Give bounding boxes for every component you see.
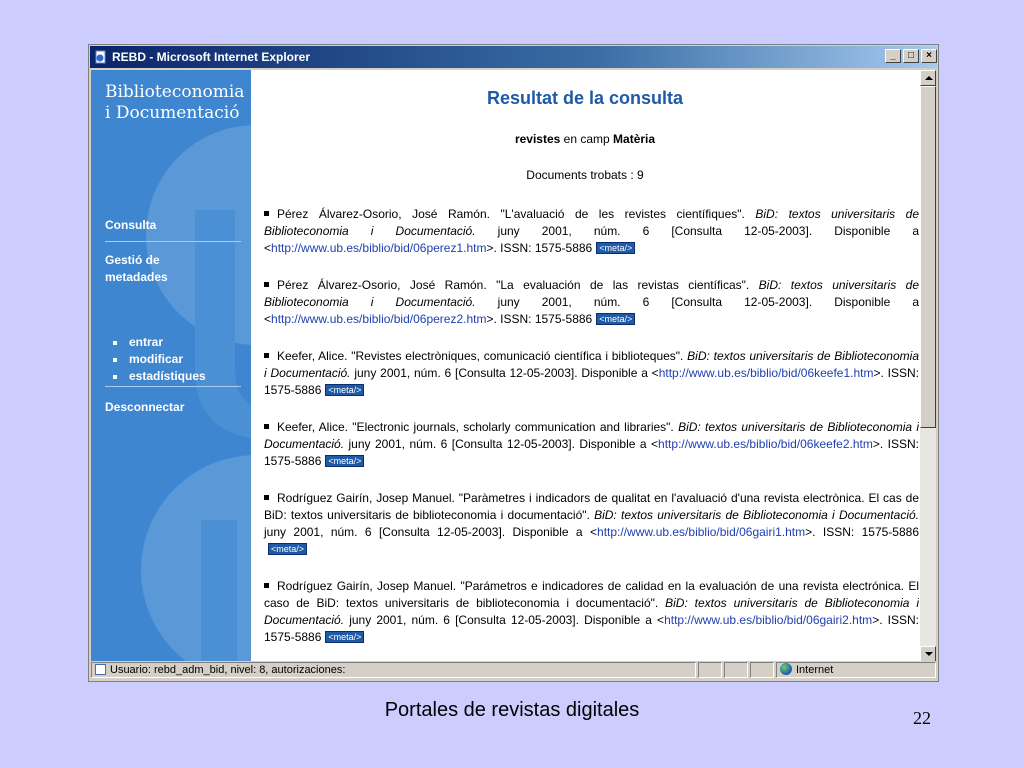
- main-content: [251, 70, 919, 662]
- query-summary: revistes en camp Matèria: [514, 132, 656, 146]
- result-item: Pérez Álvarez-Osorio, José Ramón. "La evaluación de las revistas científicas". BiD: textos universitaris de Biblioteconomia i Documentació. juny 2001, núm. 6 [Consulta 12-05-2003]. Disponible a <http://www.ub.es/biblio/bid/06perez2.htm>. ISSN: 1575-5886 <meta/>: [264, 278, 919, 326]
- status-pane-empty: [698, 662, 722, 678]
- result-item: Keefer, Alice. "Electronic journals, scholarly communication and libraries". BiD: textos universitaris de Biblioteconomia i Documentació. juny 2001, núm. 6 [Consulta 12-05-2003]. Disponible a <http://www.ub.es/biblio/bid/06keefe2.htm>. ISSN: 1575-5886 <meta/>: [264, 420, 919, 468]
- minimize-button[interactable]: _: [885, 49, 901, 63]
- status-message-pane: [91, 662, 696, 678]
- bullet-icon: [264, 211, 269, 216]
- status-message: Usuario: rebd_adm_bid, nivel: 8, autorizaciones:: [110, 664, 346, 676]
- documents-found: Documents trobats : 9: [526, 168, 644, 182]
- result-link[interactable]: http://www.ub.es/biblio/bid/06perez2.htm: [271, 312, 487, 326]
- globe-icon: [780, 663, 792, 675]
- meta-badge-button[interactable]: <meta/>: [325, 384, 364, 396]
- nav-estadistiques[interactable]: estadístiques: [129, 369, 206, 383]
- nav-gestio-metadades[interactable]: Gestió de metadades: [105, 253, 168, 284]
- page-title: Resultat de la consulta: [486, 88, 684, 108]
- result-link[interactable]: http://www.ub.es/biblio/bid/06keefe1.htm: [658, 366, 874, 380]
- nav-desconnectar[interactable]: Desconnectar: [105, 400, 185, 414]
- title-bar[interactable]: [90, 46, 937, 68]
- status-bar: [91, 661, 936, 679]
- window-title: REBD - Microsoft Internet Explorer: [112, 50, 311, 64]
- slide-number: 22: [913, 708, 931, 728]
- maximize-button[interactable]: □: [903, 49, 919, 63]
- scroll-down-button[interactable]: [920, 646, 936, 662]
- scroll-up-button[interactable]: [920, 70, 936, 86]
- meta-badge-button[interactable]: <meta/>: [268, 543, 307, 555]
- nav-sub-list: [129, 334, 206, 385]
- nav-consulta[interactable]: Consulta: [105, 218, 157, 232]
- bullet-icon: [264, 424, 269, 429]
- slide-caption: Portales de revistas digitales: [384, 699, 640, 721]
- result-link[interactable]: http://www.ub.es/biblio/bid/06keefe2.htm: [658, 437, 873, 451]
- status-pane-empty: [724, 662, 748, 678]
- bullet-icon: [264, 495, 269, 500]
- result-link[interactable]: http://www.ub.es/biblio/bid/06perez1.htm: [271, 241, 487, 255]
- browser-viewport: [91, 70, 936, 662]
- status-pane-empty: [750, 662, 774, 678]
- nav-modificar[interactable]: modificar: [129, 351, 206, 368]
- bullet-icon: [264, 583, 269, 588]
- meta-badge-button[interactable]: <meta/>: [596, 313, 635, 325]
- meta-badge-button[interactable]: <meta/>: [325, 631, 364, 643]
- security-zone: Internet: [796, 664, 834, 676]
- nav-divider: [105, 241, 241, 242]
- result-item: Pérez Álvarez-Osorio, José Ramón. "L'avaluació de les revistes científiques". BiD: textos universitaris de Biblioteconomia i Documentació. juny 2001, núm. 6 [Consulta 12-05-2003]. Disponible a <http://www.ub.es/biblio/bid/06perez1.htm>. ISSN: 1575-5886 <meta/>: [264, 207, 919, 255]
- brand-logo-text: Biblioteconomia i Documentació: [105, 82, 245, 123]
- ie-page-icon: [94, 50, 108, 64]
- results-list: [264, 206, 919, 662]
- vertical-scrollbar[interactable]: [920, 70, 936, 662]
- page-icon: [95, 664, 106, 675]
- result-item: Rodríguez Gairín, Josep Manuel. "Paràmetres i indicadors de qualitat en l'avaluació d'una revista electrònica. El cas de BiD: textos universitaris de biblioteconomia i documentació". BiD: textos universitaris de Biblioteconomia i Documentació. juny 2001, núm. 6 [Consulta 12-05-2003]. Disponible a <http://www.ub.es/biblio/bid/06gairi1.htm>. ISSN: 1575-5886<meta/>: [264, 491, 919, 554]
- result-link[interactable]: http://www.ub.es/biblio/bid/06gairi2.htm: [664, 613, 873, 627]
- result-item: Keefer, Alice. "Revistes electròniques, comunicació científica i biblioteques". BiD: textos universitaris de Biblioteconomia i Documentació. juny 2001, núm. 6 [Consulta 12-05-2003]. Disponible a <http://www.ub.es/biblio/bid/06keefe1.htm>. ISSN: 1575-5886 <meta/>: [264, 349, 919, 397]
- result-item: Rodríguez Gairín, Josep Manuel. "Parámetros e indicadores de calidad en la evaluación de una revista electrónica. El caso de BiD: textos universitaris de biblioteconomia i documentació". BiD: textos universitaris de Biblioteconomia i Documentació. juny 2001, núm. 6 [Consulta 12-05-2003]. Disponible a <http://www.ub.es/biblio/bid/06gairi2.htm>. ISSN: 1575-5886 <meta/>: [264, 579, 919, 644]
- meta-badge-button[interactable]: <meta/>: [596, 242, 635, 254]
- browser-window: [88, 44, 939, 682]
- bullet-icon: [264, 353, 269, 358]
- security-zone-pane: [776, 662, 936, 678]
- result-link[interactable]: http://www.ub.es/biblio/bid/06gairi1.htm: [597, 525, 806, 539]
- sidebar: [91, 70, 251, 662]
- scroll-thumb[interactable]: [920, 86, 936, 428]
- nav-divider: [105, 386, 241, 387]
- close-button[interactable]: ×: [921, 49, 937, 63]
- meta-badge-button[interactable]: <meta/>: [325, 455, 364, 467]
- nav-entrar[interactable]: entrar: [129, 334, 206, 351]
- bullet-icon: [264, 282, 269, 287]
